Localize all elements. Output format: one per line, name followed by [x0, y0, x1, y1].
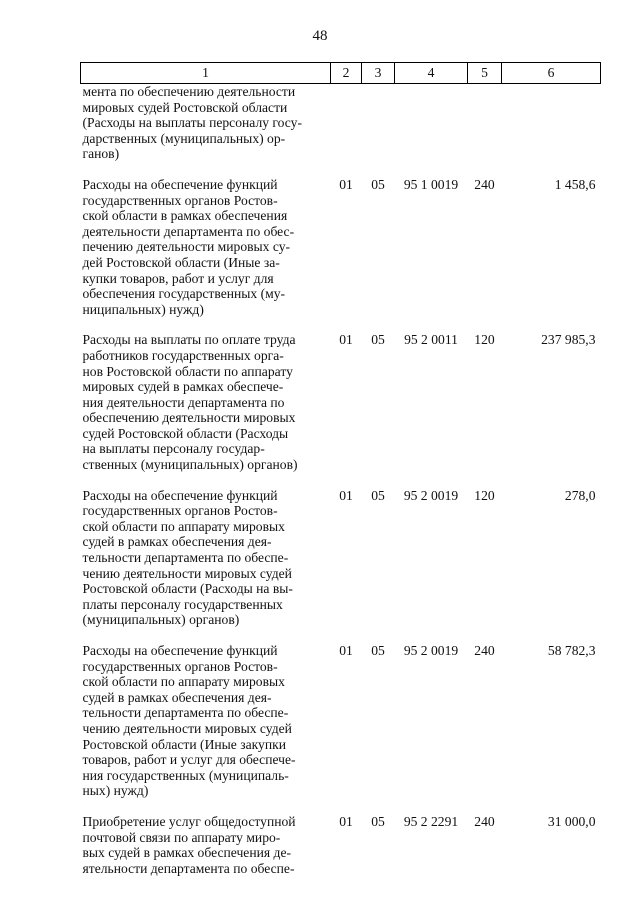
target-article-code: 95 2 2291: [403, 813, 459, 829]
expense-type-code: 240: [474, 643, 495, 658]
expense-description: [81, 643, 331, 814]
description-line: ния государственных (муниципаль-: [82, 767, 289, 783]
expense-description: [81, 332, 331, 487]
expense-description: [81, 84, 331, 177]
section-code: 01: [339, 332, 353, 348]
subsection-code: 05: [371, 176, 385, 192]
amount-value: 31 000,0: [547, 813, 596, 829]
amount-value: [502, 84, 601, 177]
page-number: 48: [312, 28, 328, 44]
description-line: чению деятельности мировых судей: [82, 565, 292, 581]
description-line: тельности департамента по обеспе-: [82, 550, 289, 566]
description-line: государственных органов Ростов-: [82, 658, 278, 674]
column-header-2: 2: [331, 63, 362, 84]
description-line: Расходы на обеспечение функций: [82, 643, 278, 658]
description-line: нов Ростовской области по аппарату: [82, 363, 293, 379]
expense-description: [81, 814, 331, 876]
description-line: Ростовской области (Иные закупки: [82, 736, 286, 752]
description-line: ных) нужд): [82, 783, 149, 799]
description-line: вых судей в рамках обеспечения де-: [82, 845, 291, 861]
table-row: [81, 814, 601, 876]
subsection-code: 05: [371, 813, 385, 829]
amount-value: 237 985,3: [541, 332, 596, 348]
section-code: 01: [339, 643, 353, 658]
description-line: Расходы на обеспечение функций: [82, 176, 278, 192]
description-line: на выплаты персоналу государ-: [82, 441, 265, 457]
table-row: [81, 643, 601, 814]
description-line: ской области в рамках обеспечения: [82, 208, 288, 224]
section-code: 01: [339, 176, 353, 192]
subsection-code: 05: [371, 643, 385, 658]
description-line: государственных органов Ростов-: [82, 192, 278, 208]
description-line: Расходы на обеспечение функций: [82, 487, 278, 503]
expense-type-code: 120: [474, 332, 495, 348]
description-line: купки товаров, работ и услуг для: [82, 270, 274, 286]
column-header-5: 5: [468, 63, 502, 84]
description-line: обеспечению деятельности мировых: [82, 410, 296, 426]
description-line: почтовой связи по аппарату миро-: [82, 829, 281, 845]
section-code: 01: [339, 487, 353, 503]
description-line: ниципальных) нужд): [82, 301, 204, 317]
description-line: товаров, работ и услуг для обеспече-: [82, 752, 296, 768]
amount-value: 58 782,3: [547, 643, 596, 658]
table-row: [81, 332, 601, 487]
description-line: мировых судей Ростовской области: [82, 99, 288, 115]
description-line: (муниципальных) органов): [82, 612, 240, 628]
subsection-code: 05: [371, 332, 385, 348]
section-code: [331, 84, 362, 177]
table-row: [81, 488, 601, 643]
description-line: тельности департамента по обеспе-: [82, 705, 289, 721]
description-line: дарственных (муниципальных) ор-: [82, 130, 286, 146]
expense-description: [81, 177, 331, 332]
description-line: ятельности департамента по обеспе-: [82, 860, 295, 876]
table-row: [81, 84, 601, 177]
description-line: судей в рамках обеспечения дея-: [82, 689, 272, 705]
description-line: Ростовской области (Расходы на вы-: [82, 581, 293, 597]
section-code: 01: [339, 813, 353, 829]
description-line: печению деятельности мировых су-: [82, 239, 291, 255]
description-line: судей Ростовской области (Расходы: [82, 425, 289, 441]
description-line: обеспечения государственных (му-: [82, 286, 286, 302]
column-header-3: 3: [362, 63, 395, 84]
description-line: ния деятельности департамента по: [82, 394, 285, 410]
target-article-code: [395, 84, 468, 177]
description-line: ганов): [82, 146, 120, 162]
target-article-code: 95 2 0011: [404, 332, 458, 348]
expense-type-code: 120: [474, 487, 495, 503]
expense-description: [81, 488, 331, 643]
column-header-6: 6: [502, 63, 601, 84]
expense-type-code: [468, 84, 502, 177]
subsection-code: 05: [371, 487, 385, 503]
target-article-code: 95 2 0019: [403, 643, 459, 658]
target-article-code: 95 2 0019: [403, 487, 459, 503]
description-line: ственных (муниципальных) органов): [82, 457, 298, 473]
column-header-1: 1: [81, 63, 331, 84]
amount-value: 1 458,6: [554, 176, 596, 192]
description-line: ской области по аппарату мировых: [82, 518, 285, 534]
description-line: судей в рамках обеспечения дея-: [82, 534, 272, 550]
description-line: (Расходы на выплаты персоналу госу-: [82, 115, 302, 131]
table-row: [81, 177, 601, 332]
description-line: Приобретение услуг общедоступной: [82, 813, 296, 829]
expense-type-code: 240: [474, 176, 495, 192]
amount-value: 278,0: [564, 487, 596, 503]
target-article-code: 95 1 0019: [403, 176, 459, 192]
description-line: чению деятельности мировых судей: [82, 720, 292, 736]
description-line: деятельности департамента по обес-: [82, 223, 295, 239]
description-line: Расходы на выплаты по оплате труда: [82, 332, 296, 348]
budget-table: [80, 62, 601, 876]
description-line: мента по обеспечению деятельности: [82, 84, 296, 99]
expense-type-code: 240: [474, 813, 495, 829]
column-header-4: 4: [395, 63, 468, 84]
description-line: дей Ростовской области (Иные за-: [82, 254, 280, 270]
subsection-code: [362, 84, 395, 177]
description-line: государственных органов Ростов-: [82, 503, 278, 519]
description-line: платы персоналу государственных: [82, 596, 283, 612]
description-line: ской области по аппарату мировых: [82, 674, 285, 690]
description-line: мировых судей в рамках обеспече-: [82, 379, 284, 395]
table-body: [81, 84, 601, 877]
description-line: работников государственных орга-: [82, 347, 284, 363]
table-header-row: [81, 63, 601, 84]
